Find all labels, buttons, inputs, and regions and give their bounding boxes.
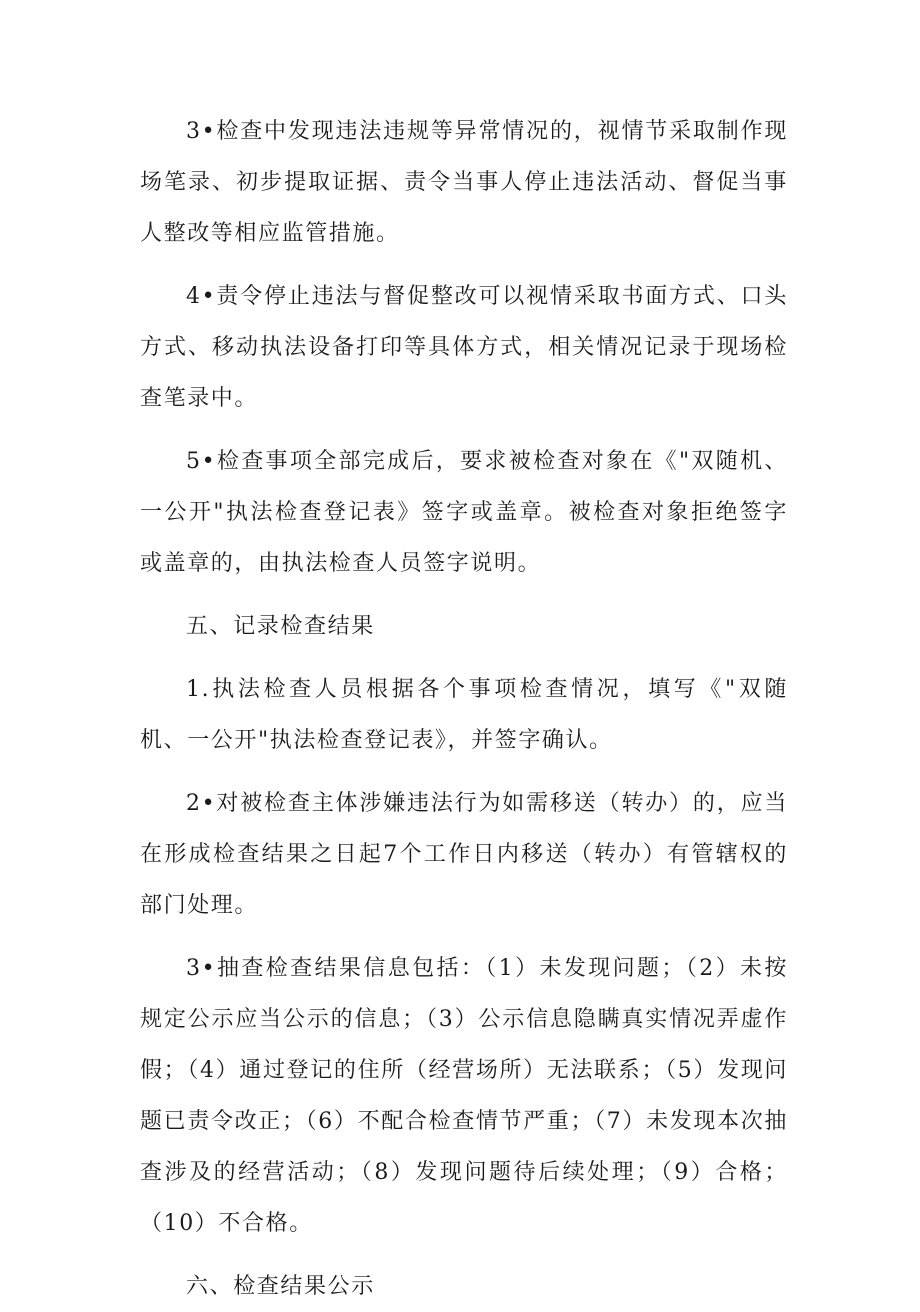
document-body	[140, 106, 788, 1312]
section5-paragraph-1: 1.执法检查人员根据各个事项检查情况，填写《"双随机、一公开"执法检查登记表》，并签字确认。	[140, 677, 788, 753]
section-heading-5: 五、记录检查结果	[186, 614, 375, 639]
paragraph-item-4: 4•责令停止违法与督促整改可以视情采取书面方式、口头方式、移动执法设备打印等具体方式，相关情况记录于现场检查笔录中。	[140, 284, 788, 411]
paragraph-item-5: 5•检查事项全部完成后，要求被检查对象在《"双随机、一公开"执法检查登记表》签字或盖章。被检查对象拒绝签字或盖章的，由执法检查人员签字说明。	[140, 449, 788, 576]
paragraph-item-3: 3•检查中发现违法违规等异常情况的，视情节采取制作现场笔录、初步提取证据、责令当事人停止违法活动、督促当事人整改等相应监管措施。	[140, 119, 788, 246]
section-heading-6: 六、检查结果公示	[186, 1274, 375, 1299]
section5-paragraph-2: 2•对被检查主体涉嫌违法行为如需移送（转办）的，应当在形成检查结果之日起7个工作日内移送（转办）有管辖权的部门处理。	[140, 791, 788, 918]
section5-paragraph-3: 3•抽查检查结果信息包括：（1）未发现问题；（2）未按规定公示应当公示的信息；（3）公示信息隐瞒真实情况弄虚作假；（4）通过登记的住所（经营场所）无法联系；（5）发现问题已责令改正；（6）不配合检查情节严重；（7）未发现本次抽查涉及的经营活动；（8）发现问题待后续处理；（9）合格；（10）不合格。	[140, 956, 788, 1236]
